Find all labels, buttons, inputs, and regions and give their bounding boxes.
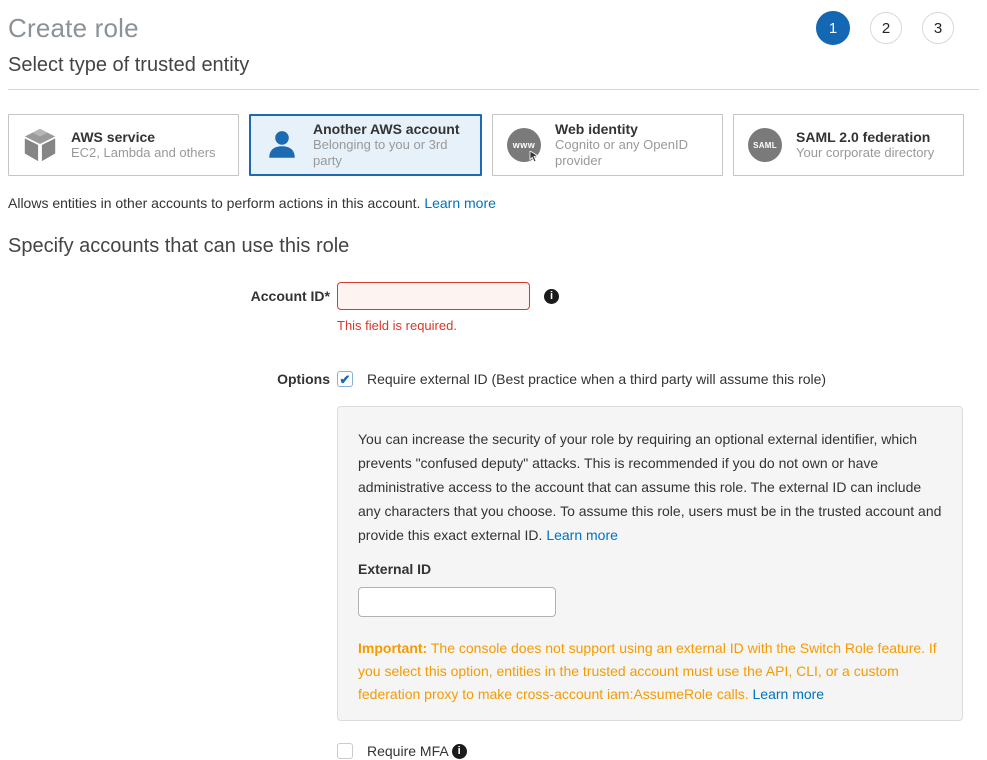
person-icon bbox=[251, 128, 313, 162]
important-warning bbox=[358, 637, 942, 706]
entity-description bbox=[8, 195, 979, 211]
step-1: 1 bbox=[816, 11, 850, 45]
entity-card-aws-service[interactable] bbox=[8, 114, 239, 176]
step-indicator bbox=[816, 11, 954, 45]
require-mfa-label: Require MFA bbox=[367, 743, 449, 759]
entity-card-saml-federation[interactable] bbox=[733, 114, 964, 176]
require-mfa-row bbox=[337, 743, 987, 759]
check-icon: ✔ bbox=[339, 371, 351, 387]
page-header bbox=[0, 0, 987, 46]
options-label: Options bbox=[277, 371, 330, 387]
learn-more-link-entity[interactable]: Learn more bbox=[424, 195, 496, 211]
require-external-id-checkbox[interactable] bbox=[337, 371, 353, 387]
cube-icon bbox=[9, 126, 71, 164]
heading-specify-accounts: Specify accounts that can use this role bbox=[8, 235, 350, 257]
account-id-row bbox=[0, 282, 987, 333]
external-id-field-label: External ID bbox=[358, 561, 432, 577]
card-title: SAML 2.0 federation bbox=[796, 129, 931, 145]
heading-trusted-entity: Select type of trusted entity bbox=[8, 54, 979, 90]
account-id-input[interactable] bbox=[337, 282, 530, 310]
important-body: The console does not support using an external ID with the Switch Role feature. If you select this option, entities in the trusted account must use the API, CLI, or a custom federation proxy to make cross-account iam:AssumeRole calls. bbox=[358, 640, 937, 702]
important-prefix: Important: bbox=[358, 640, 428, 656]
external-id-help-body: You can increase the security of your role by requiring an optional external identifier, which prevents "confused deputy" attacks. This is recommended if you do not own or have administrative access to the account that can assume this role. The external ID can include any characters that you choose. To assume this role, users must be in the trusted account and provide this exact external ID. bbox=[358, 431, 942, 543]
require-external-id-label: Require external ID (Best practice when a third party will assume this role) bbox=[367, 371, 827, 387]
entity-card-another-aws-account[interactable] bbox=[249, 114, 482, 176]
external-id-panel bbox=[337, 406, 963, 721]
page-title: Create role bbox=[8, 12, 139, 43]
card-subtitle: Belonging to you or 3rd party bbox=[313, 137, 448, 168]
saml-icon: SAML bbox=[734, 128, 796, 162]
step-2: 2 bbox=[870, 12, 902, 44]
entity-card-web-identity[interactable] bbox=[492, 114, 723, 176]
card-title: Another AWS account bbox=[313, 121, 460, 137]
step-3: 3 bbox=[922, 12, 954, 44]
info-icon[interactable]: i bbox=[452, 744, 467, 759]
entity-description-text: Allows entities in other accounts to perform actions in this account. bbox=[8, 195, 421, 211]
require-mfa-checkbox[interactable] bbox=[337, 743, 353, 759]
learn-more-link-external-id[interactable]: Learn more bbox=[546, 527, 618, 543]
external-id-help-text bbox=[358, 427, 942, 547]
info-icon[interactable]: i bbox=[544, 289, 559, 304]
account-id-error: This field is required. bbox=[337, 318, 457, 333]
card-subtitle: Cognito or any OpenID provider bbox=[555, 137, 688, 168]
learn-more-link-important[interactable]: Learn more bbox=[752, 686, 825, 702]
card-title: Web identity bbox=[555, 121, 638, 137]
trusted-entity-cards bbox=[8, 114, 964, 176]
options-row bbox=[0, 371, 987, 387]
cursor-arrow-icon bbox=[529, 151, 539, 163]
card-title: AWS service bbox=[71, 129, 156, 145]
card-subtitle: EC2, Lambda and others bbox=[71, 145, 216, 160]
www-globe-icon: www bbox=[493, 128, 555, 162]
card-subtitle: Your corporate directory bbox=[796, 145, 935, 160]
external-id-input[interactable] bbox=[358, 587, 556, 617]
account-id-label: Account ID* bbox=[250, 288, 330, 304]
